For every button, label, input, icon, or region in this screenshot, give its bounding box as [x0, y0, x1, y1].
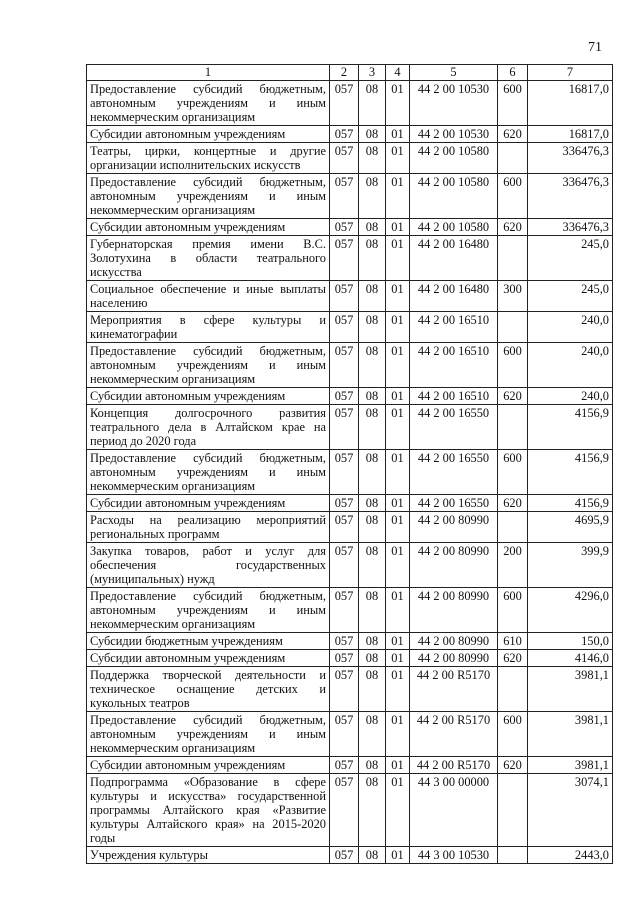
cell-name: Субсидии автономным учреждениям — [87, 388, 330, 405]
cell-section: 08 — [359, 312, 386, 343]
budget-table — [86, 64, 613, 864]
cell-target-article: 44 2 00 80990 — [410, 588, 498, 633]
header-col-7: 7 — [528, 65, 613, 81]
cell-name: Субсидии автономным учреждениям — [87, 757, 330, 774]
cell-name: Субсидии автономным учреждениям — [87, 650, 330, 667]
cell-section: 08 — [359, 450, 386, 495]
cell-subsection: 01 — [386, 143, 410, 174]
cell-target-article: 44 2 00 80990 — [410, 512, 498, 543]
cell-expense-type — [498, 774, 528, 847]
cell-subsection: 01 — [386, 219, 410, 236]
cell-subsection: 01 — [386, 281, 410, 312]
cell-amount: 4146,0 — [528, 650, 613, 667]
cell-section: 08 — [359, 388, 386, 405]
cell-amount: 4695,9 — [528, 512, 613, 543]
cell-target-article: 44 3 00 10530 — [410, 847, 498, 864]
cell-amount: 4156,9 — [528, 495, 613, 512]
cell-expense-type: 620 — [498, 757, 528, 774]
cell-name: Предоставление субсидий бюджетным, автономным учреждениям и иным некоммерческим организациям — [87, 450, 330, 495]
cell-name: Предоставление субсидий бюджетным, автономным учреждениям и иным некоммерческим организациям — [87, 81, 330, 126]
table-row — [87, 174, 613, 219]
table-row — [87, 650, 613, 667]
cell-expense-type: 620 — [498, 388, 528, 405]
cell-name: Социальное обеспечение и иные выплаты населению — [87, 281, 330, 312]
cell-target-article: 44 2 00 R5170 — [410, 712, 498, 757]
cell-expense-type: 610 — [498, 633, 528, 650]
cell-target-article: 44 2 00 R5170 — [410, 667, 498, 712]
cell-expense-type — [498, 667, 528, 712]
cell-subsection: 01 — [386, 450, 410, 495]
cell-name: Мероприятия в сфере культуры и кинематографии — [87, 312, 330, 343]
cell-target-article: 44 2 00 16510 — [410, 388, 498, 405]
header-col-1: 1 — [87, 65, 330, 81]
header-col-4: 4 — [386, 65, 410, 81]
cell-grbs: 057 — [330, 450, 359, 495]
cell-section: 08 — [359, 281, 386, 312]
cell-subsection: 01 — [386, 847, 410, 864]
table-row — [87, 495, 613, 512]
cell-name: Субсидии автономным учреждениям — [87, 126, 330, 143]
cell-target-article: 44 2 00 16510 — [410, 312, 498, 343]
cell-subsection: 01 — [386, 405, 410, 450]
cell-grbs: 057 — [330, 126, 359, 143]
cell-expense-type — [498, 312, 528, 343]
cell-grbs: 057 — [330, 495, 359, 512]
cell-subsection: 01 — [386, 633, 410, 650]
cell-amount: 245,0 — [528, 236, 613, 281]
table-row — [87, 312, 613, 343]
cell-section: 08 — [359, 543, 386, 588]
cell-subsection: 01 — [386, 126, 410, 143]
cell-section: 08 — [359, 650, 386, 667]
cell-target-article: 44 2 00 10530 — [410, 126, 498, 143]
cell-grbs: 057 — [330, 281, 359, 312]
cell-expense-type: 600 — [498, 450, 528, 495]
cell-subsection: 01 — [386, 650, 410, 667]
table-row — [87, 281, 613, 312]
header-col-2: 2 — [330, 65, 359, 81]
cell-subsection: 01 — [386, 512, 410, 543]
cell-grbs: 057 — [330, 650, 359, 667]
header-col-6: 6 — [498, 65, 528, 81]
table-row — [87, 712, 613, 757]
cell-amount: 336476,3 — [528, 143, 613, 174]
table-row — [87, 388, 613, 405]
table-row — [87, 512, 613, 543]
cell-expense-type: 300 — [498, 281, 528, 312]
cell-amount: 3981,1 — [528, 712, 613, 757]
cell-name: Театры, цирки, концертные и другие организации исполнительских искусств — [87, 143, 330, 174]
cell-grbs: 057 — [330, 757, 359, 774]
cell-amount: 150,0 — [528, 633, 613, 650]
table-row — [87, 450, 613, 495]
cell-subsection: 01 — [386, 543, 410, 588]
cell-subsection: 01 — [386, 712, 410, 757]
cell-grbs: 057 — [330, 388, 359, 405]
cell-name: Предоставление субсидий бюджетным, автономным учреждениям и иным некоммерческим организациям — [87, 343, 330, 388]
cell-section: 08 — [359, 143, 386, 174]
cell-section: 08 — [359, 712, 386, 757]
cell-amount: 16817,0 — [528, 81, 613, 126]
cell-amount: 4296,0 — [528, 588, 613, 633]
cell-target-article: 44 2 00 16550 — [410, 405, 498, 450]
cell-name: Субсидии автономным учреждениям — [87, 495, 330, 512]
cell-name: Закупка товаров, работ и услуг для обеспечения государственных (муниципальных) нужд — [87, 543, 330, 588]
cell-expense-type: 600 — [498, 343, 528, 388]
cell-target-article: 44 3 00 00000 — [410, 774, 498, 847]
cell-grbs: 057 — [330, 219, 359, 236]
cell-section: 08 — [359, 405, 386, 450]
header-row — [87, 65, 613, 81]
cell-target-article: 44 2 00 10580 — [410, 143, 498, 174]
cell-section: 08 — [359, 667, 386, 712]
cell-name: Губернаторская премия имени В.С. Золотухина в области театрального искусства — [87, 236, 330, 281]
table-row — [87, 667, 613, 712]
cell-amount: 336476,3 — [528, 174, 613, 219]
cell-expense-type: 600 — [498, 174, 528, 219]
cell-amount: 3981,1 — [528, 757, 613, 774]
table-row — [87, 757, 613, 774]
cell-target-article: 44 2 00 16550 — [410, 495, 498, 512]
cell-subsection: 01 — [386, 388, 410, 405]
cell-amount: 240,0 — [528, 388, 613, 405]
cell-target-article: 44 2 00 16550 — [410, 450, 498, 495]
cell-section: 08 — [359, 81, 386, 126]
cell-grbs: 057 — [330, 236, 359, 281]
cell-target-article: 44 2 00 80990 — [410, 650, 498, 667]
cell-target-article: 44 2 00 R5170 — [410, 757, 498, 774]
cell-expense-type — [498, 236, 528, 281]
cell-target-article: 44 2 00 16510 — [410, 343, 498, 388]
cell-grbs: 057 — [330, 81, 359, 126]
table-row — [87, 343, 613, 388]
page-number: 71 — [588, 40, 602, 55]
cell-expense-type: 620 — [498, 495, 528, 512]
table-row — [87, 143, 613, 174]
cell-expense-type: 600 — [498, 712, 528, 757]
cell-expense-type: 200 — [498, 543, 528, 588]
cell-target-article: 44 2 00 16480 — [410, 281, 498, 312]
table-row — [87, 774, 613, 847]
cell-grbs: 057 — [330, 343, 359, 388]
cell-section: 08 — [359, 174, 386, 219]
cell-expense-type: 620 — [498, 126, 528, 143]
cell-section: 08 — [359, 588, 386, 633]
table-row — [87, 81, 613, 126]
cell-amount: 3074,1 — [528, 774, 613, 847]
cell-grbs: 057 — [330, 405, 359, 450]
cell-expense-type — [498, 405, 528, 450]
cell-subsection: 01 — [386, 757, 410, 774]
cell-subsection: 01 — [386, 588, 410, 633]
cell-section: 08 — [359, 512, 386, 543]
cell-amount: 336476,3 — [528, 219, 613, 236]
cell-name: Субсидии автономным учреждениям — [87, 219, 330, 236]
cell-grbs: 057 — [330, 512, 359, 543]
cell-subsection: 01 — [386, 343, 410, 388]
table-row — [87, 126, 613, 143]
cell-subsection: 01 — [386, 81, 410, 126]
cell-expense-type — [498, 512, 528, 543]
cell-amount: 4156,9 — [528, 450, 613, 495]
cell-amount: 245,0 — [528, 281, 613, 312]
cell-section: 08 — [359, 757, 386, 774]
cell-name: Предоставление субсидий бюджетным, автономным учреждениям и иным некоммерческим организациям — [87, 712, 330, 757]
cell-name: Расходы на реализацию мероприятий региональных программ — [87, 512, 330, 543]
cell-expense-type: 600 — [498, 588, 528, 633]
header-col-5: 5 — [410, 65, 498, 81]
cell-section: 08 — [359, 495, 386, 512]
cell-section: 08 — [359, 236, 386, 281]
cell-name: Подпрограмма «Образование в сфере культуры и искусства» государственной программы Алтайского края «Развитие культуры Алтайского края» на 2015-2020 годы — [87, 774, 330, 847]
header-col-3: 3 — [359, 65, 386, 81]
cell-grbs: 057 — [330, 174, 359, 219]
cell-section: 08 — [359, 847, 386, 864]
cell-name: Предоставление субсидий бюджетным, автономным учреждениям и иным некоммерческим организациям — [87, 588, 330, 633]
table-row — [87, 219, 613, 236]
table-row — [87, 543, 613, 588]
cell-name: Учреждения культуры — [87, 847, 330, 864]
cell-amount: 240,0 — [528, 312, 613, 343]
cell-subsection: 01 — [386, 495, 410, 512]
cell-section: 08 — [359, 126, 386, 143]
cell-subsection: 01 — [386, 236, 410, 281]
cell-target-article: 44 2 00 80990 — [410, 543, 498, 588]
table-body — [87, 81, 613, 864]
cell-expense-type: 600 — [498, 81, 528, 126]
cell-subsection: 01 — [386, 774, 410, 847]
cell-section: 08 — [359, 633, 386, 650]
cell-expense-type — [498, 847, 528, 864]
cell-amount: 399,9 — [528, 543, 613, 588]
cell-target-article: 44 2 00 10580 — [410, 219, 498, 236]
cell-subsection: 01 — [386, 312, 410, 343]
cell-section: 08 — [359, 219, 386, 236]
cell-grbs: 057 — [330, 847, 359, 864]
cell-grbs: 057 — [330, 633, 359, 650]
cell-grbs: 057 — [330, 543, 359, 588]
cell-section: 08 — [359, 343, 386, 388]
table-row — [87, 236, 613, 281]
cell-subsection: 01 — [386, 667, 410, 712]
cell-expense-type — [498, 143, 528, 174]
cell-target-article: 44 2 00 10530 — [410, 81, 498, 126]
cell-section: 08 — [359, 774, 386, 847]
table-row — [87, 405, 613, 450]
cell-amount: 2443,0 — [528, 847, 613, 864]
cell-expense-type: 620 — [498, 650, 528, 667]
cell-name: Субсидии бюджетным учреждениям — [87, 633, 330, 650]
table-row — [87, 588, 613, 633]
cell-grbs: 057 — [330, 143, 359, 174]
cell-grbs: 057 — [330, 774, 359, 847]
cell-name: Поддержка творческой деятельности и техническое оснащение детских и кукольных театров — [87, 667, 330, 712]
cell-target-article: 44 2 00 10580 — [410, 174, 498, 219]
table-row — [87, 847, 613, 864]
cell-name: Предоставление субсидий бюджетным, автономным учреждениям и иным некоммерческим организациям — [87, 174, 330, 219]
cell-amount: 240,0 — [528, 343, 613, 388]
cell-amount: 16817,0 — [528, 126, 613, 143]
table-row — [87, 633, 613, 650]
cell-target-article: 44 2 00 16480 — [410, 236, 498, 281]
cell-grbs: 057 — [330, 588, 359, 633]
cell-subsection: 01 — [386, 174, 410, 219]
cell-grbs: 057 — [330, 667, 359, 712]
cell-amount: 3981,1 — [528, 667, 613, 712]
cell-expense-type: 620 — [498, 219, 528, 236]
cell-grbs: 057 — [330, 312, 359, 343]
cell-target-article: 44 2 00 80990 — [410, 633, 498, 650]
cell-name: Концепция долгосрочного развития театрального дела в Алтайском крае на период до 2020 года — [87, 405, 330, 450]
cell-grbs: 057 — [330, 712, 359, 757]
cell-amount: 4156,9 — [528, 405, 613, 450]
